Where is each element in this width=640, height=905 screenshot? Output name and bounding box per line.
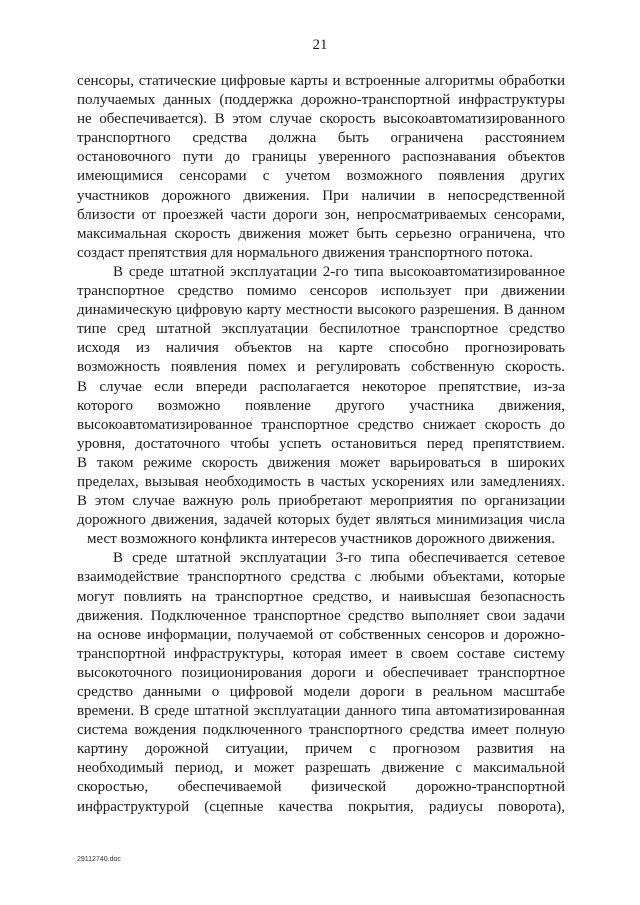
text-line: В среде штатной эксплуатации 2-го типа высокоавтоматизированное [113, 263, 565, 280]
text-line: пределах, вызывая необходимость в частых ускорениях или замедлениях. [77, 473, 565, 490]
text-line: В случае если впереди располагается некоторое препятствие, из-за [77, 378, 565, 395]
text-line: транспортного средства должна быть ограничена расстоянием [77, 130, 565, 147]
text-line: типе сред штатной эксплуатации беспилотное транспортное средство [77, 321, 565, 338]
text-line: транспортное средство помимо сенсоров использует при движении [77, 283, 565, 300]
page-number: 21 [312, 37, 328, 53]
footer-filename: 29112740.doc [77, 856, 121, 863]
text-line: участников дорожного движения. При наличии в непосредственной [77, 187, 565, 204]
text-line: не обеспечивается). В этом случае скорость высокоавтоматизированного [77, 111, 565, 128]
text-line: возможность появления помех и регулировать собственную скорость. [77, 359, 565, 376]
text-line: исходя из наличия объектов на карте способно прогнозировать [77, 340, 565, 357]
text-line: получаемых данных (поддержка дорожно-транспортной инфраструктуры [77, 92, 565, 109]
text-line: транспортной инфраструктуры, которая имеет в своем составе систему [77, 645, 565, 662]
text-line: могут повлиять на транспортное средство, и наивысшая безопасность [77, 588, 565, 605]
text-line: остановочного пути до границы уверенного распознавания объектов [77, 149, 565, 166]
text-line: дорожного движения, задачей которых будет являться минимизация числа [77, 512, 565, 529]
text-line: высокоточного позиционирования дороги и обеспечивает транспортное [77, 664, 565, 681]
text-line: близости от проезжей части дороги зон, непросматриваемых сенсорами, [77, 206, 565, 223]
text-line: взаимодействие транспортного средства с любыми объектами, которые [77, 569, 565, 586]
text-line: картину дорожной ситуации, причем с прогнозом развития на [77, 741, 565, 758]
text-line: средство данными о цифровой модели дороги в реальном масштабе [77, 684, 565, 700]
text-line: В таком режиме скорость движения может варьироваться в широких [77, 454, 565, 471]
text-line: которого возможно появление другого участника движения, [77, 397, 565, 414]
text-line: движения. Подключенное транспортное средство выполняет свои задачи [77, 607, 565, 624]
text-line: система вождения подключенного транспортного средства имеет полную [77, 722, 565, 739]
text-line: создаст препятствия для нормального движения транспортного потока. [77, 244, 533, 261]
text-line: на основе информации, получаемой от собственных сенсоров и дорожно- [77, 626, 565, 643]
text-line: уровня, достаточного чтобы успеть остановиться перед препятствием. [77, 435, 565, 452]
text-line: инфраструктурой (сцепные качества покрытия, радиусы поворота), [77, 798, 565, 815]
text-line: динамическую цифровую карту местности высокого разрешения. В данном [77, 302, 565, 319]
text-line: времени. В среде штатной эксплуатации данного типа автоматизированная [77, 703, 565, 720]
document-body [77, 72, 565, 817]
text-line: В среде штатной эксплуатации 3-го типа обеспечивается сетевое [113, 550, 565, 567]
text-line: В этом случае важную роль приобретают мероприятия по организации [77, 493, 565, 510]
text-line: максимальная скорость движения может быть серьезно ограничена, что [77, 225, 565, 242]
text-line: необходимый период, и может разрешать движение с максимальной [77, 760, 565, 777]
text-line: мест возможного конфликта интересов участников дорожного движения. [87, 531, 555, 548]
text-line: имеющимися сенсорами с учетом возможного появления других [77, 168, 565, 185]
text-line: скоростью, обеспечиваемой физической дорожно-транспортной [77, 779, 565, 796]
text-line: сенсоры, статические цифровые карты и встроенные алгоритмы обработки [77, 73, 565, 89]
text-line: высокоавтоматизированное транспортное средство снижает скорость до [77, 416, 565, 433]
